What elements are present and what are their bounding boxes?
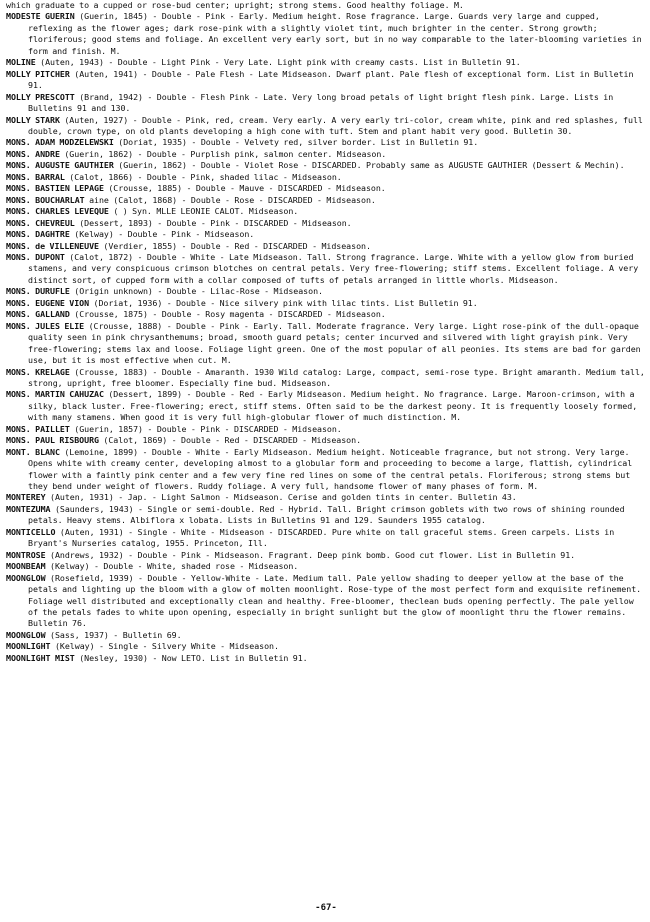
entry-description: (Guerin, 1857) - Double - Pink - DISCARDED - Midseason. bbox=[74, 423, 342, 434]
entry bbox=[6, 160, 646, 171]
entry-description: (Verdier, 1855) - Double - Red - DISCARDED - Midseason. bbox=[103, 240, 371, 251]
entry bbox=[6, 321, 646, 367]
entry-name: MONS. KRELAGE bbox=[6, 366, 70, 377]
entry-description: which graduate to a cupped or rose-bud center; upright; strong stems. Good healthy foliage. M. bbox=[6, 0, 464, 10]
entry-name: MONS. MARTIN CAHUZAC bbox=[6, 389, 104, 400]
entry bbox=[6, 286, 646, 297]
entry bbox=[6, 504, 646, 527]
entry-name: MOONBEAM bbox=[6, 561, 46, 572]
entry-name: MONS. CHARLES LEVEQUE bbox=[6, 206, 109, 217]
entry-name: MONS. GALLAND bbox=[6, 309, 70, 320]
entry-description: (Lemoine, 1899) - Double - White - Early Midseason. Medium height. Noticeable fragrance, but not strong. Very large. Opens white with creamy center, developing almost to a globular form and proceeding to become a large, flattish, cylindrical flower with a faintly pink center and a few very fine red lines on some of the central petals. Floriferous; strong stems but they bend under weight of flowers. Ruddy foliage. A very full, handsome flower of many phases of form. M. bbox=[28, 446, 633, 492]
entry bbox=[6, 435, 646, 446]
entry-description: (Guerin, 1845) - Double - Pink - Early. Medium height. Rose fragrance. Large. Guards very large and cupped, reflexing as the flower ages; dark rose-pink with a slightly violet tint, much brighter in the center. Strong growth; floriferous; good stems and foliage. An excellent very early sort, but in no way comparable to the later-blooming varieties in form and finish. M. bbox=[28, 11, 642, 56]
entry-name: MONS. DURUFLE bbox=[6, 286, 70, 297]
entry bbox=[6, 447, 646, 493]
entry bbox=[6, 69, 646, 92]
entry-name: MONTICELLO bbox=[6, 526, 56, 537]
entry-description: (Doriat, 1936) - Double - Nice silvery pink with lilac tints. List Bulletin 91. bbox=[93, 297, 478, 308]
entry-description: (Calot, 1872) - Double - White - Late Midseason. Tall. Strong fragrance. Large. White with a yellow glow from buried stamens, and very conspicuous crimson blotches on central petals. Very free-flowering; stiff stems. Excellent foliage. A very distinct sort, of cupped form with a collar composed of tufts of petals arranged in little whorls. Midseason. bbox=[28, 251, 639, 285]
entry bbox=[6, 550, 646, 561]
entry-description: (Kelway) - Double - White, shaded rose - Midseason. bbox=[50, 561, 299, 572]
entry bbox=[6, 195, 646, 206]
entry-name: MOLLY PITCHER bbox=[6, 68, 70, 79]
entry-name: MOONLIGHT bbox=[6, 641, 51, 652]
document-page bbox=[6, 0, 646, 922]
entry-description: (Brand, 1942) - Double - Flesh Pink - Late. Very long broad petals of light bright flesh pink. Large. Lists in Bulletins 91 and 130. bbox=[28, 91, 614, 114]
entry bbox=[6, 653, 646, 664]
entry-description: (Kelway) - Single - Silvery White - Midseason. bbox=[54, 641, 279, 652]
entry-description: (Guerin, 1862) - Double - Purplish pink, salmon center. Midseason. bbox=[64, 148, 387, 159]
entry-name: MONS. ADAM MODZELEWSKI bbox=[6, 137, 114, 148]
entry-description: (Saunders, 1943) - Single or semi-double. Red - Hybrid. Tall. Bright crimson goblets with two rows of shining rounded petals. Heavy stems. Albiflora x lobata. Lists in Bulletins 91 and 129. Saunders 1955 catalog. bbox=[28, 503, 625, 526]
entry-list bbox=[6, 0, 646, 664]
entry-description: (Crousse, 1885) - Double - Mauve - DISCARDED - Midseason. bbox=[108, 183, 386, 194]
entry-description: (Crousse, 1875) - Double - Rosy magenta - DISCARDED - Midseason. bbox=[74, 309, 386, 320]
entry-name: MOLLY PRESCOTT bbox=[6, 91, 75, 102]
entry bbox=[6, 183, 646, 194]
entry-description: (Andrews, 1932) - Double - Pink - Midseason. Fragrant. Deep pink bomb. Good cut flower. List in Bulletin 91. bbox=[50, 549, 576, 560]
entry bbox=[6, 172, 646, 183]
entry-description: (Auten, 1941) - Double - Pale Flesh - Late Midseason. Dwarf plant. Pale flesh of exceptional form. List in Bulletin 91. bbox=[28, 68, 634, 91]
entry-name: MONT. BLANC bbox=[6, 446, 60, 457]
entry-name: MONS. BOUCHARLAT bbox=[6, 194, 85, 205]
entry-description: (Crousse, 1883) - Double - Amaranth. 1930 Wild catalog: Large, compact, semi-rose type. Bright amaranth. Medium tall, strong, upright, free bloomer. Especially fine bud. Midseason. bbox=[28, 366, 645, 388]
entry bbox=[6, 561, 646, 572]
entry bbox=[6, 389, 646, 423]
entry bbox=[6, 206, 646, 217]
entry-name: MONS. CHEVREUL bbox=[6, 217, 75, 228]
entry-name: MONS. PAUL RISBOURG bbox=[6, 435, 99, 446]
entry-description: (Sass, 1937) - Bulletin 69. bbox=[50, 629, 182, 640]
entry-name: MONS. de VILLENEUVE bbox=[6, 240, 99, 251]
entry-name: MONTEREY bbox=[6, 492, 46, 503]
entry-description: (Rosefield, 1939) - Double - Yellow-White - Late. Medium tall. Pale yellow shading to deeper yellow at the base of the petals and lighting up the bloom with a glow of molten moonlight. Rose-type of the most perfect form and exquisite refinement. Foliage well distributed and exceptionally clean and healthy. Free-bloomer, theclean buds opening perfectly. The pale yellow of the petals fades to white upon opening, especially in bright sunlight but the glow of moonlight thru the flower remains. Bulletin 76. bbox=[28, 572, 642, 629]
entry bbox=[6, 298, 646, 309]
entry bbox=[6, 149, 646, 160]
page-number: -67- bbox=[315, 903, 337, 913]
entry bbox=[6, 367, 646, 390]
entry-description: (Auten, 1931) - Single - White - Midseason - DISCARDED. Pure white on tall graceful stems. Green carpels. Lists in Bryant's Nurseries catalog, 1955. Princeton, Ill. bbox=[28, 526, 615, 549]
entry bbox=[6, 424, 646, 435]
entry-description: (Doriat, 1935) - Double - Velvety red, silver border. List in Bulletin 91. bbox=[118, 137, 479, 148]
entry bbox=[6, 0, 646, 11]
entry-description: (Auten, 1931) - Jap. - Light Salmon - Midseason. Cerise and golden tints in center. Bulletin 43. bbox=[50, 492, 517, 503]
entry-description: (Dessert, 1899) - Double - Red - Early Midseason. Medium height. No fragrance. Large. Maroon-crimson, with a silky, black luster. Free-flowering; erect, stiff stems. Often said to be the darkest peony. It is frequently loosely formed, with many stamens. When good it is very full high-globular flower of much distinction. M. bbox=[28, 389, 638, 423]
entry-name: MODESTE GUERIN bbox=[6, 11, 75, 22]
entry-description: aine (Calot, 1868) - Double - Rose - DISCARDED - Midseason. bbox=[89, 194, 376, 205]
entry-name: MOLINE bbox=[6, 57, 36, 68]
entry-name: MOONGLOW bbox=[6, 629, 46, 640]
entry-name: MONS. BARRAL bbox=[6, 171, 65, 182]
entry-description: (Guerin, 1862) - Double - Violet Rose - DISCARDED. Probably same as AUGUSTE GAUTHIER (Dessert & Mechin). bbox=[118, 160, 625, 171]
entry-description: (Calot, 1866) - Double - Pink, shaded lilac - Midseason. bbox=[69, 171, 342, 182]
entry-description: (Kelway) - Double - Pink - Midseason. bbox=[74, 229, 255, 240]
entry-name: MOONGLOW bbox=[6, 572, 46, 583]
entry bbox=[6, 92, 646, 115]
entry bbox=[6, 492, 646, 503]
entry-name: MONS. JULES ELIE bbox=[6, 320, 85, 331]
entry-name: MONS. BASTIEN LEPAGE bbox=[6, 183, 104, 194]
entry-description: (Origin unknown) - Double - Lilac-Rose - Midseason. bbox=[74, 286, 323, 297]
entry bbox=[6, 527, 646, 550]
entry-description: (Crousse, 1888) - Double - Pink - Early. Tall. Moderate fragrance. Very large. Light rose-pink of the dull-opaque quality seen in pink chrysanthemums; broad, smooth guard petals; center incurved and silvered with light grayish pink. Very free-flowering; stems lax and loose. Foliage light green. One of the most popular of all peonies. Its stems are bad for garden use, but it is most effective when cut. M. bbox=[28, 320, 641, 366]
entry-description: (Auten, 1927) - Double - Pink, red, cream. Very early. A very early tri-color, cream white, pink and red splashes, full double, crown type, on old plants developing a high cone with tuft. Stem and plant habit very good. Bulletin 30. bbox=[28, 114, 643, 136]
entry-name: MONS. DAGHTRE bbox=[6, 229, 70, 240]
entry-name: MONS. DUPONT bbox=[6, 251, 65, 262]
entry bbox=[6, 309, 646, 320]
entry bbox=[6, 218, 646, 229]
entry bbox=[6, 641, 646, 652]
entry-description: (Calot, 1869) - Double - Red - DISCARDED - Midseason. bbox=[103, 435, 362, 446]
entry-name: MONTEZUMA bbox=[6, 503, 51, 514]
entry bbox=[6, 252, 646, 286]
entry-description: (Nesley, 1930) - Now LETO. List in Bulletin 91. bbox=[79, 652, 308, 663]
entry bbox=[6, 229, 646, 240]
entry-name: MOONLIGHT MIST bbox=[6, 652, 75, 663]
entry bbox=[6, 115, 646, 138]
entry bbox=[6, 630, 646, 641]
entry-description: ( ) Syn. MLLE LEONIE CALOT. Midseason. bbox=[113, 206, 299, 217]
entry bbox=[6, 573, 646, 630]
entry-name: MONS. EUGENE VION bbox=[6, 297, 90, 308]
entry-name: MONS. AUGUSTE GAUTHIER bbox=[6, 160, 114, 171]
entry-name: MOLLY STARK bbox=[6, 114, 60, 125]
entry-description: (Auten, 1943) - Double - Light Pink - Very Late. Light pink with creamy casts. List in Bulletin 91. bbox=[40, 57, 521, 68]
entry-name: MONS. PAILLET bbox=[6, 423, 70, 434]
entry bbox=[6, 57, 646, 68]
entry-name: MONS. ANDRE bbox=[6, 148, 60, 159]
entry bbox=[6, 137, 646, 148]
entry bbox=[6, 241, 646, 252]
entry-name: MONTROSE bbox=[6, 549, 46, 560]
entry bbox=[6, 11, 646, 57]
entry-description: (Dessert, 1893) - Double - Pink - DISCARDED - Midseason. bbox=[79, 217, 352, 228]
